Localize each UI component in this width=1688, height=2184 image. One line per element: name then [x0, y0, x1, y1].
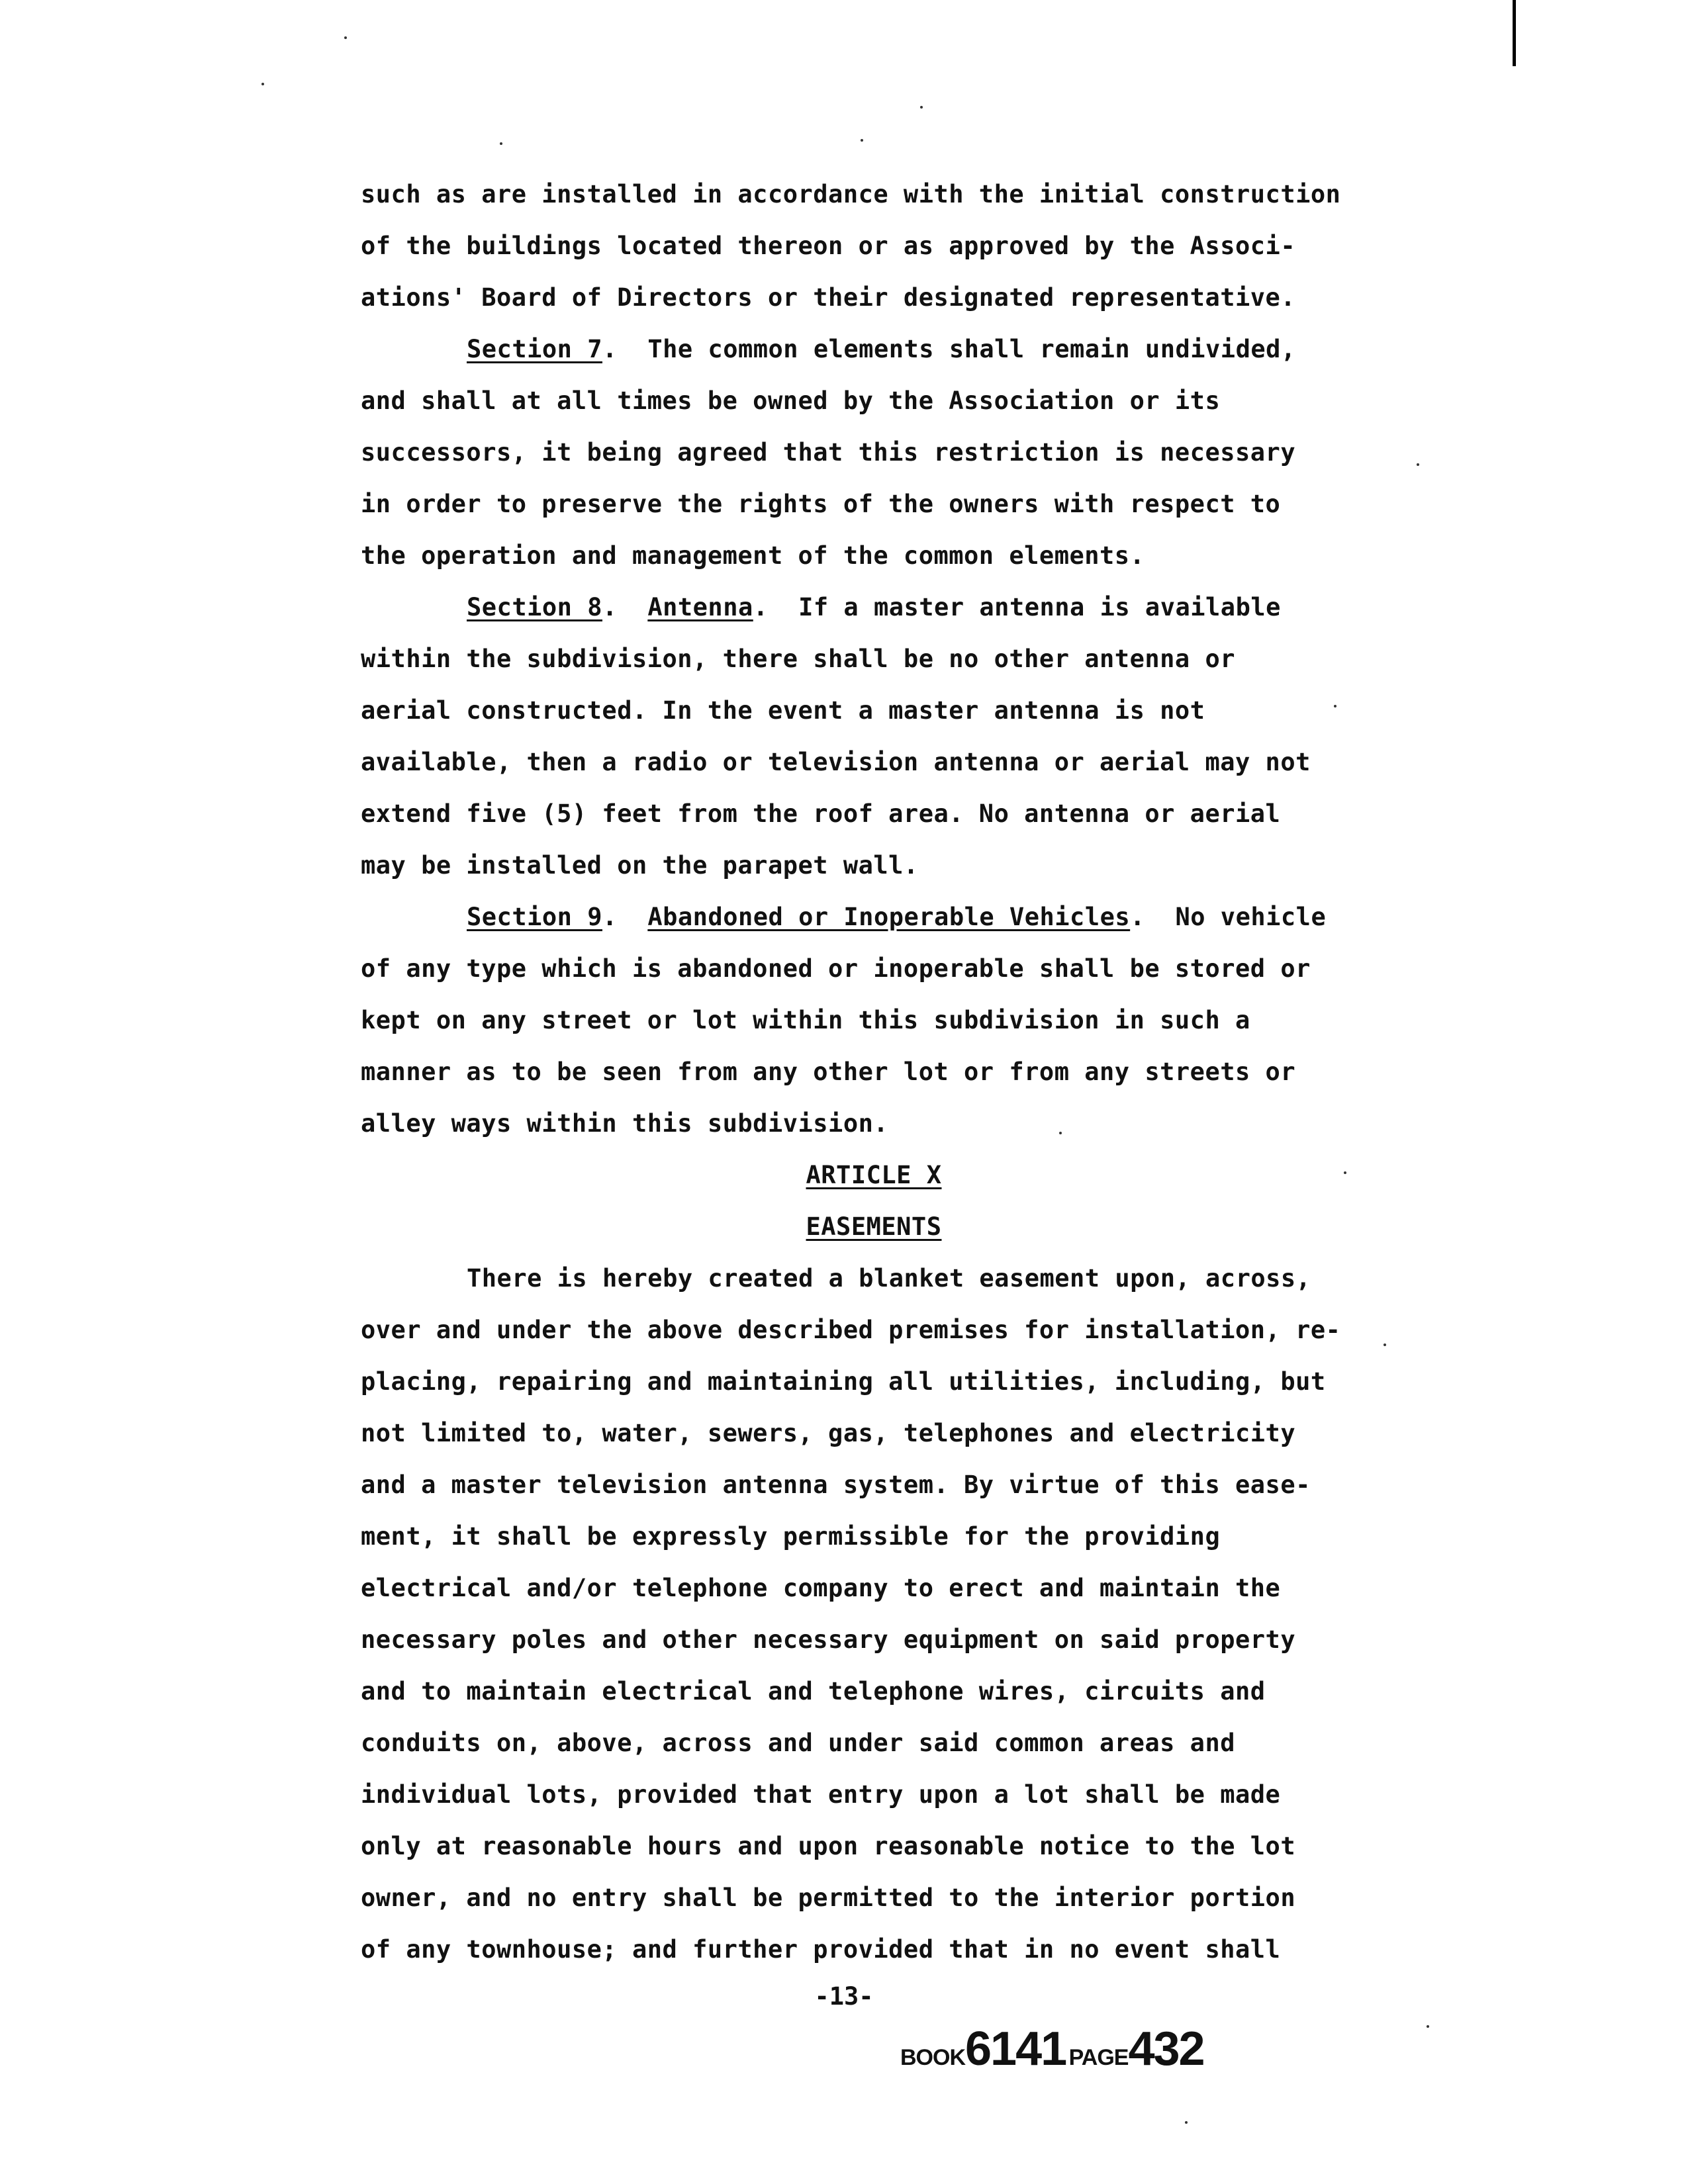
- scan-speck: [1185, 2121, 1188, 2124]
- body-line: necessary poles and other necessary equipment on said property: [361, 1625, 1296, 1654]
- scan-speck: [1383, 1343, 1386, 1346]
- body-line: kept on any street or lot within this subdivision in such a: [361, 1006, 1250, 1034]
- section-9-text: No vehicle: [1175, 903, 1327, 931]
- book-page-stamp: [900, 2022, 1204, 2076]
- body-line: aerial constructed. In the event a master antenna is not: [361, 696, 1205, 725]
- scan-speck: [1059, 1132, 1062, 1134]
- body-line: ations' Board of Directors or their designated representative.: [361, 283, 1296, 312]
- section-9-label: Section 9: [467, 903, 602, 931]
- scan-edge-mark: [1513, 0, 1516, 66]
- body-line: alley ways within this subdivision.: [361, 1109, 889, 1138]
- section-8-label: Section 8: [467, 593, 602, 621]
- section-7-text: The common elements shall remain undivided,: [647, 335, 1296, 363]
- body-line: placing, repairing and maintaining all utilities, including, but: [361, 1367, 1326, 1396]
- document-body: [361, 169, 1387, 1976]
- scan-speck: [500, 142, 502, 145]
- body-line: conduits on, above, across and under said common areas and: [361, 1729, 1236, 1757]
- scan-speck: [344, 36, 347, 39]
- section-8-text: If a master antenna is available: [798, 593, 1281, 621]
- body-line: within the subdivision, there shall be no other antenna or: [361, 645, 1236, 673]
- scan-speck: [920, 106, 923, 109]
- body-line: the operation and management of the common elements.: [361, 541, 1145, 570]
- body-line: may be installed on the parapet wall.: [361, 851, 919, 880]
- scan-speck: [1427, 2025, 1429, 2028]
- body-line: manner as to be seen from any other lot or from any streets or: [361, 1058, 1296, 1086]
- book-label: BOOK: [900, 2045, 965, 2070]
- body-line: and a master television antenna system. By virtue of this ease-: [361, 1471, 1311, 1499]
- body-line: in order to preserve the rights of the owners with respect to: [361, 490, 1281, 518]
- body-line: ment, it shall be expressly permissible for the providing: [361, 1522, 1221, 1551]
- page-number: -13-: [814, 1982, 874, 2011]
- section-7-first-line: Section 7. The common elements shall remain undivided,: [467, 335, 1296, 363]
- body-line: available, then a radio or television antenna or aerial may not: [361, 748, 1311, 776]
- page-value: 432: [1128, 2023, 1204, 2075]
- scan-speck: [261, 83, 264, 85]
- scan-speck: [1344, 1171, 1346, 1174]
- body-line: over and under the above described premises for installation, re-: [361, 1316, 1341, 1344]
- section-7-label: Section 7: [467, 335, 602, 363]
- body-line: of the buildings located thereon or as approved by the Associ-: [361, 232, 1296, 260]
- body-line: extend five (5) feet from the roof area. No antenna or aerial: [361, 799, 1281, 828]
- body-line: of any type which is abandoned or inoperable shall be stored or: [361, 954, 1311, 983]
- body-line: not limited to, water, sewers, gas, telephones and electricity: [361, 1419, 1296, 1447]
- article-number-text: ARTICLE X: [806, 1161, 942, 1189]
- section-9-first-line: Section 9. Abandoned or Inoperable Vehicles. No vehicle: [467, 903, 1327, 931]
- body-line: of any townhouse; and further provided that in no event shall: [361, 1935, 1281, 1964]
- article-title: [361, 1201, 1387, 1253]
- article-title-text: EASEMENTS: [806, 1212, 942, 1241]
- book-number: 6141: [965, 2023, 1066, 2075]
- body-line: only at reasonable hours and upon reasonable notice to the lot: [361, 1832, 1296, 1860]
- section-9-heading: Abandoned or Inoperable Vehicles: [647, 903, 1131, 931]
- scan-speck: [1334, 705, 1336, 707]
- section-8-first-line: Section 8. Antenna. If a master antenna is available: [467, 593, 1281, 621]
- scan-speck: [1417, 463, 1419, 466]
- body-line: and to maintain electrical and telephone wires, circuits and: [361, 1677, 1266, 1706]
- article-number: [361, 1150, 1387, 1201]
- body-line: individual lots, provided that entry upon a lot shall be made: [361, 1780, 1281, 1809]
- section-8-heading: Antenna: [647, 593, 753, 621]
- body-line: successors, it being agreed that this restriction is necessary: [361, 438, 1296, 467]
- easement-first-line: There is hereby created a blanket easement upon, across,: [467, 1264, 1311, 1293]
- scan-speck: [861, 139, 863, 142]
- body-line: and shall at all times be owned by the Association or its: [361, 387, 1221, 415]
- body-line: owner, and no entry shall be permitted to the interior portion: [361, 1884, 1296, 1912]
- body-line: electrical and/or telephone company to erect and maintain the: [361, 1574, 1281, 1602]
- page-label: PAGE: [1068, 2045, 1129, 2070]
- body-line: such as are installed in accordance with the initial construction: [361, 180, 1341, 208]
